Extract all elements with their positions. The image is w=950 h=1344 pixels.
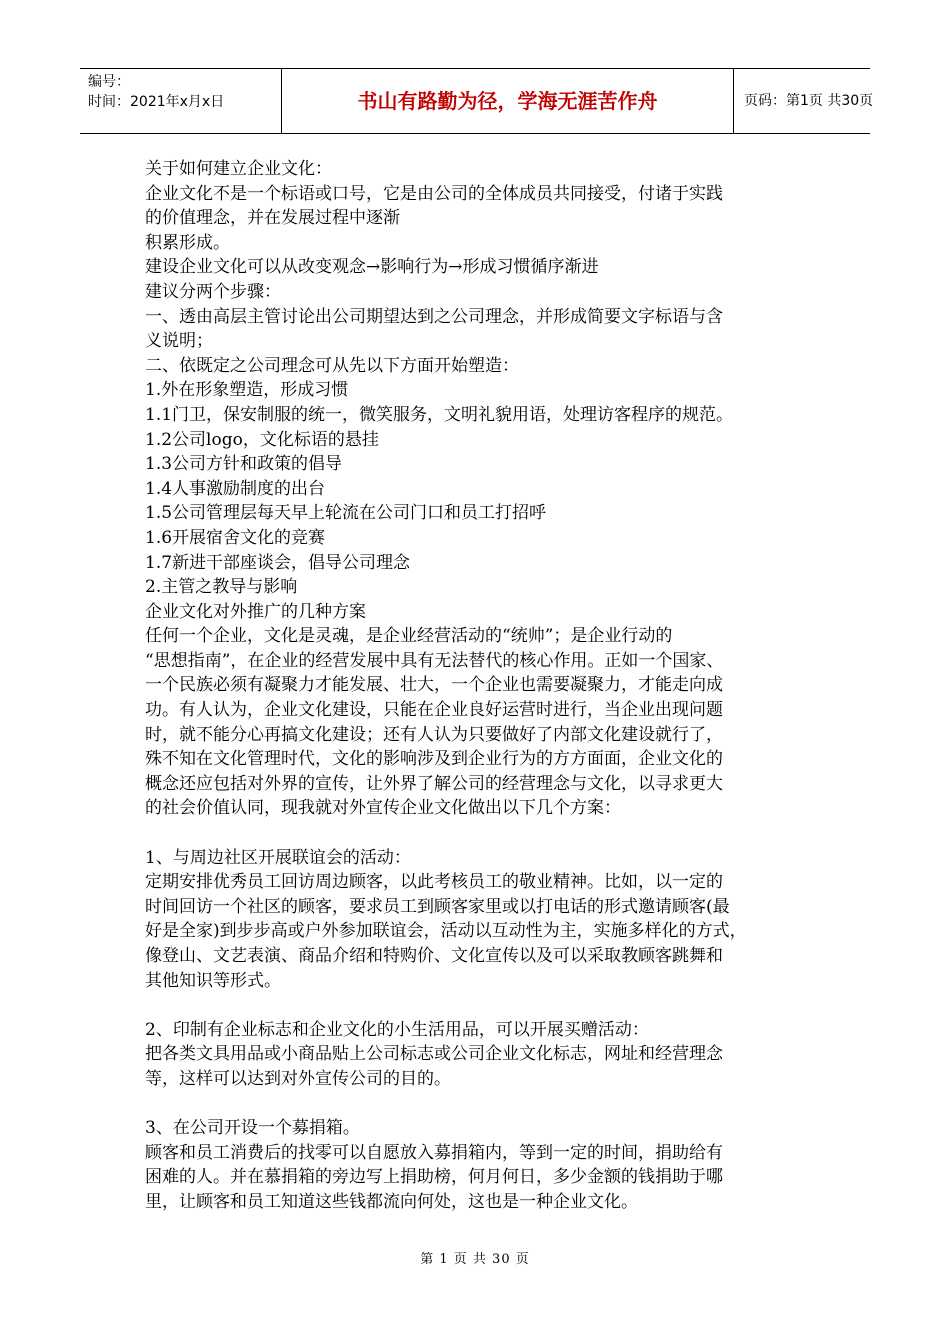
text-line: 积累形成。 bbox=[145, 232, 230, 253]
document-number-label: 编号： bbox=[88, 74, 130, 90]
text-line: 义说明； bbox=[145, 331, 213, 352]
text-line: 时，就不能分心再搞文化建设；还有人认为只要做好了内部文化建设就行了， bbox=[145, 724, 723, 745]
text-line: 把各类文具用品或小商品贴上公司标志或公司企业文化标志，网址和经营理念 bbox=[145, 1044, 723, 1065]
text-line: 建设企业文化可以从改变观念→影响行为→形成习惯循序渐进 bbox=[145, 257, 599, 278]
text-line: 1.1门卫，保安制服的统一，微笑服务，文明礼貌用语，处理访客程序的规范。 bbox=[145, 404, 734, 425]
text-line: 企业文化对外推广的几种方案 bbox=[145, 601, 366, 622]
text-line: 二、依既定之公司理念可从先以下方面开始塑造： bbox=[145, 355, 519, 376]
text-line: 3、在公司开设一个募捐箱。 bbox=[145, 1118, 360, 1139]
text-line: “思想指南”，在企业的经营发展中具有无法替代的核心作用。正如一个国家、 bbox=[145, 650, 724, 671]
text-line: 企业文化不是一个标语或口号，它是由公司的全体成员共同接受，付诸于实践 bbox=[145, 183, 723, 204]
text-line: 1.6开展宿舍文化的竞赛 bbox=[145, 527, 326, 548]
text-line: 时间回访一个社区的顾客，要求员工到顾客家里或以打电话的形式邀请顾客(最 bbox=[145, 896, 730, 917]
text-line: 1.3公司方针和政策的倡导 bbox=[145, 454, 343, 475]
text-line: 1.4人事激励制度的出台 bbox=[145, 478, 326, 499]
text-line: 顾客和员工消费后的找零可以自愿放入募捐箱内，等到一定的时间，捐助给有 bbox=[145, 1142, 723, 1163]
text-line: 困难的人。并在慕捐箱的旁边写上捐助榜，何月何日，多少金额的钱捐助于哪 bbox=[145, 1167, 723, 1188]
blank-line bbox=[145, 993, 807, 1018]
text-line: 殊不知在文化管理时代，文化的影响涉及到企业行为的方方面面，企业文化的 bbox=[145, 749, 723, 770]
text-line: 的社会价值认同，现我就对外宣传企业文化做出以下几个方案： bbox=[145, 798, 621, 819]
header-info-cell bbox=[80, 69, 282, 133]
blank-line bbox=[145, 821, 807, 846]
header-motto: 书山有路勤为径，学海无涯苦作舟 bbox=[282, 69, 734, 133]
text-line: 功。有人认为，企业文化建设，只能在企业良好运营时进行，当企业出现问题 bbox=[145, 700, 723, 721]
text-line: 好是全家)到步步高或户外参加联谊会，活动以互动性为主，实施多样化的方式， bbox=[145, 921, 747, 942]
text-line: 像登山、文艺表演、商品介绍和特购价、文化宣传以及可以采取教顾客跳舞和 bbox=[145, 946, 723, 966]
document-date-label: 时间：2021年x月x日 bbox=[88, 94, 225, 110]
text-line: 概念还应包括对外界的宣传，让外界了解公司的经营理念与文化，以寻求更大 bbox=[145, 773, 723, 794]
text-line: 1.7新进干部座谈会，倡导公司理念 bbox=[145, 552, 411, 573]
text-line: 1、与周边社区开展联谊会的活动： bbox=[145, 847, 411, 868]
document-body bbox=[145, 157, 807, 1215]
text-line: 建议分两个步骤： bbox=[145, 281, 281, 302]
text-line: 一个民族必须有凝聚力才能发展、壮大，一个企业也需要凝聚力，才能走向成 bbox=[145, 675, 723, 696]
text-line: 一、透由高层主管讨论出公司期望达到之公司理念，并形成简要文字标语与含 bbox=[145, 306, 723, 327]
blank-line bbox=[145, 1092, 807, 1117]
text-line: 其他知识等形式。 bbox=[145, 970, 281, 991]
text-line: 1.5公司管理层每天早上轮流在公司门口和员工打招呼 bbox=[145, 503, 547, 524]
text-line: 1.外在形象塑造，形成习惯 bbox=[145, 380, 349, 401]
text-line: 1.2公司logo，文化标语的悬挂 bbox=[145, 429, 379, 450]
page-header bbox=[80, 68, 874, 134]
text-line: 2.主管之教导与影响 bbox=[145, 577, 298, 598]
text-line: 等，这样可以达到对外宣传公司的目的。 bbox=[145, 1068, 451, 1089]
text-line: 的价值理念，并在发展过程中逐渐 bbox=[145, 208, 400, 229]
text-line: 定期安排优秀员工回访周边顾客，以此考核员工的敬业精神。比如，以一定的 bbox=[145, 872, 723, 893]
header-page-code: 页码：第1页 共30页 bbox=[744, 93, 874, 109]
text-line: 关于如何建立企业文化： bbox=[145, 159, 332, 179]
page-footer: 第 1 页 共 30 页 bbox=[420, 1252, 530, 1267]
text-line: 里，让顾客和员工知道这些钱都流向何处，这也是一种企业文化。 bbox=[145, 1191, 638, 1212]
text-line: 任何一个企业，文化是灵魂，是企业经营活动的“统帅”；是企业行动的 bbox=[145, 626, 673, 647]
text-line: 2、印制有企业标志和企业文化的小生活用品，可以开展买赠活动： bbox=[145, 1019, 649, 1040]
